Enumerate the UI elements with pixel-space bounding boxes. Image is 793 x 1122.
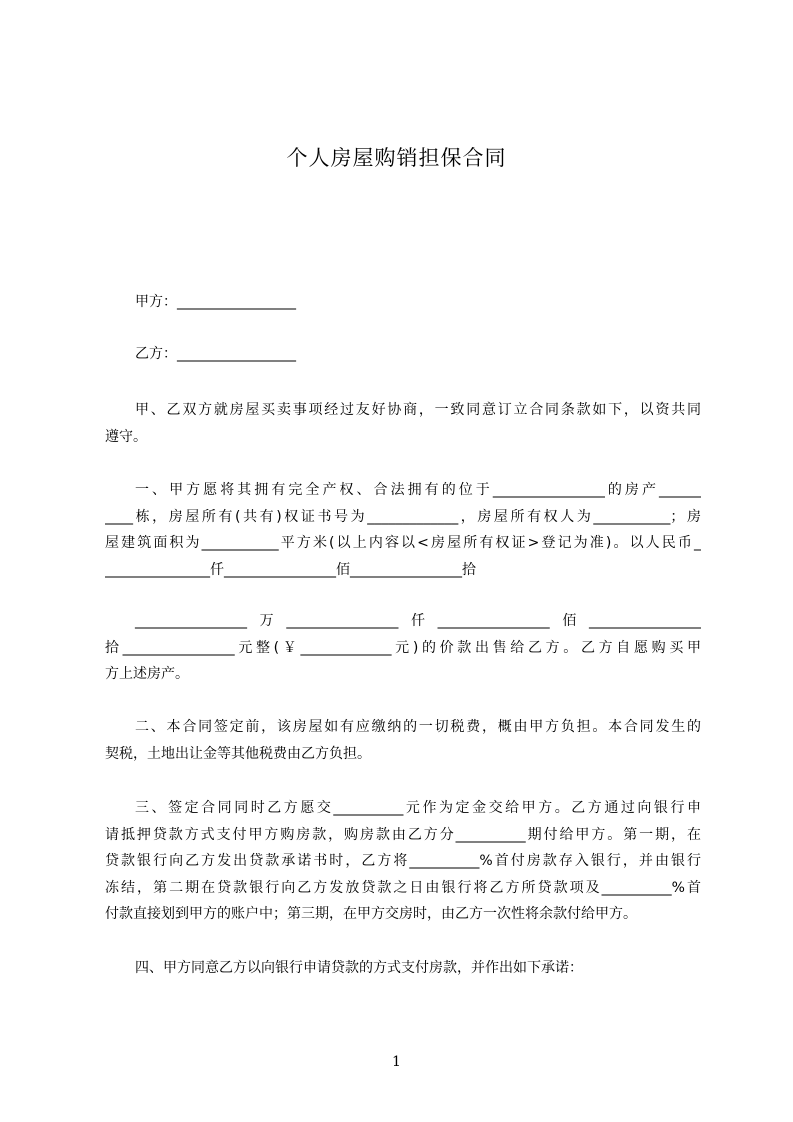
intro-paragraph xyxy=(105,397,701,450)
page-number: 1 xyxy=(392,1054,401,1070)
party-b-line xyxy=(105,341,701,368)
paragraph-line: 方上述房产。 xyxy=(105,666,189,682)
party-a-line xyxy=(105,289,701,316)
party-b-text: 乙方：_________________ xyxy=(135,346,296,362)
paragraph-line: ________________万________________仟________________佰________________ xyxy=(135,613,701,629)
paragraph-line: 甲、乙双方就房屋买卖事项经过友好协商，一致同意订立合同条款如下，以资共同 xyxy=(135,402,701,418)
paragraph-line: 四、甲方同意乙方以向银行申请贷款的方式支付房款，并作出如下承诺： xyxy=(135,960,583,976)
paragraph-line: 拾________________元整(￥_____________元)的价款出售给乙方。乙方自愿购买甲 xyxy=(105,639,701,656)
clause-1-part-2 xyxy=(105,608,701,688)
paragraph-line: ____栋，房屋所有(共有)权证书号为_____________，房屋所有权人为___________；房 xyxy=(105,508,701,525)
clause-1-part-1 xyxy=(105,477,701,583)
clause-2 xyxy=(105,714,701,767)
paragraph-line: 三、签定合同同时乙方愿交__________元作为定金交给甲方。乙方通过向银行申 xyxy=(135,800,701,816)
paragraph-line: 契税，土地出让金等其他税费由乙方负担。 xyxy=(105,745,371,762)
paragraph-line: _______________仟________________佰________________拾 xyxy=(105,561,476,578)
paragraph-line: 冻结，第二期在贷款银行向乙方发放贷款之日由银行将乙方所贷款项及__________%首 xyxy=(105,879,701,896)
party-a-text: 甲方：_________________ xyxy=(135,294,296,310)
paragraph-line: 付款直接划到甲方的账户中；第三期，在甲方交房时，由乙方一次性将余款付给甲方。 xyxy=(105,906,637,922)
paragraph-line: 请抵押贷款方式支付甲方购房款，购房款由乙方分__________期付给甲方。第一期，在 xyxy=(105,826,701,843)
paragraph-line: 遵守。 xyxy=(105,428,147,445)
paragraph-line: 屋建筑面积为___________平方米(以上内容以<房屋所有权证>登记为准)。以人民币_ xyxy=(105,535,701,551)
clause-4 xyxy=(105,955,701,982)
document-title: 个人房屋购销担保合同 xyxy=(286,146,507,170)
paragraph-line: 二、本合同签定前，该房屋如有应缴纳的一切税费，概由甲方负担。本合同发生的 xyxy=(135,719,701,735)
paragraph-line: 一、甲方愿将其拥有完全产权、合法拥有的位于________________的房产______ xyxy=(135,482,701,498)
clause-3 xyxy=(105,795,701,928)
paragraph-line: 贷款银行向乙方发出贷款承诺书时，乙方将__________%首付房款存入银行，并由银行 xyxy=(105,853,701,869)
